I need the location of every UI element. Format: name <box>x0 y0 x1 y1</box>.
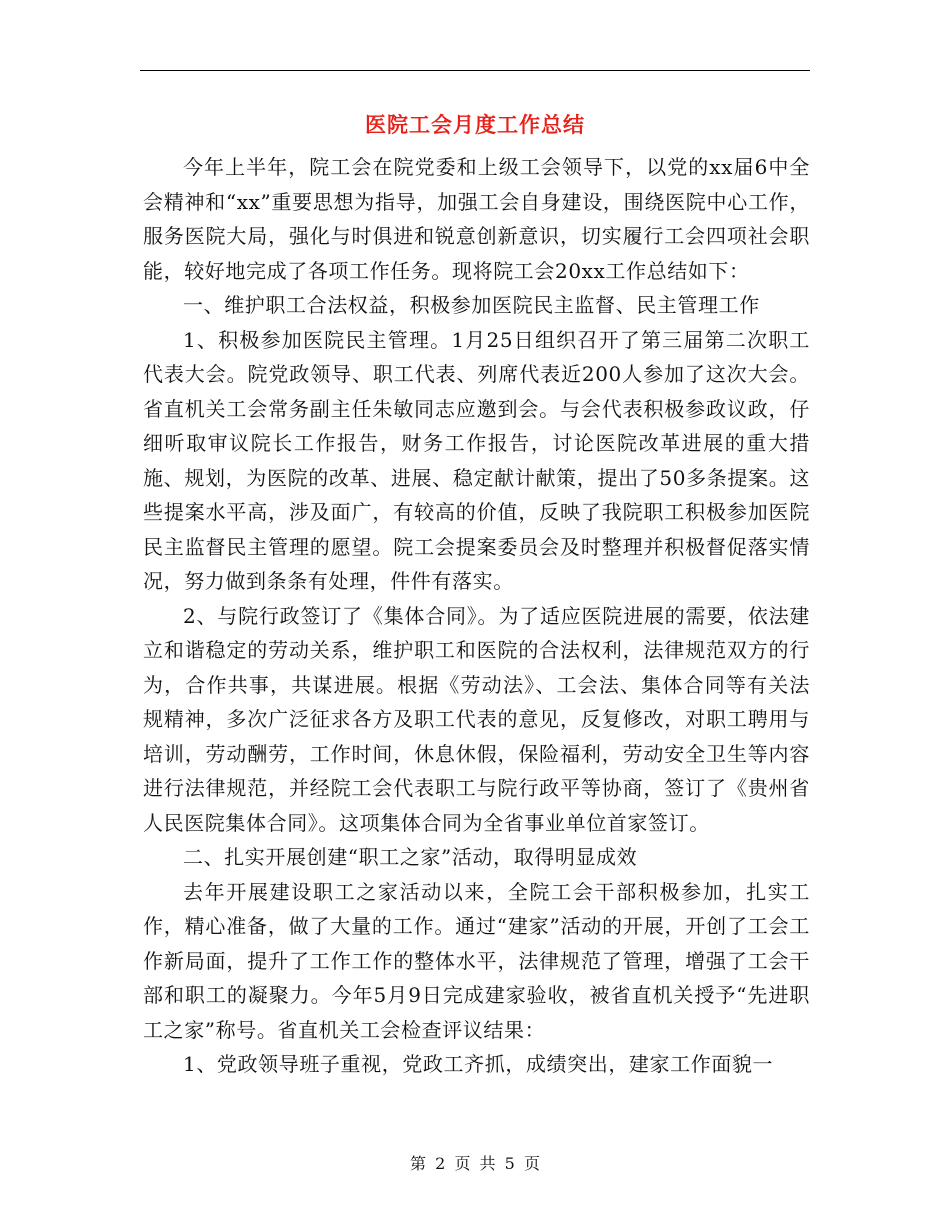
footer-current-page: 2 <box>435 1154 446 1173</box>
footer-page-prefix: 第 <box>410 1154 427 1173</box>
paragraph-collective-contract: 2、与院行政签订了《集体合同》。为了适应医院进展的需要，依法建立和谐稳定的劳动关系，维护职工和医院的合法权利，法律规范双方的行为，合作共事，共谋进展。根据《劳动法》、工会法、集体合同等有关法规精神，多次广泛征求各方及职工代表的意见，反复修改，对职工聘用与培训，劳动酬劳，工作时间，休息休假，保险福利，劳动安全卫生等内容进行法律规范，并经院工会代表职工与院行政平等协商，签订了《贵州省人民医院集体合同》。这项集体合同为全省事业单位首家签订。 <box>143 603 810 835</box>
paragraph-leadership: 1、党政领导班子重视，党政工齐抓，成绩突出，建家工作面貌一 <box>183 1052 774 1076</box>
document-title: 医院工会月度工作总结 <box>365 112 585 137</box>
header-rule <box>140 70 810 71</box>
footer-total-suffix: 页 <box>523 1154 540 1173</box>
paragraph-democratic-management: 1、积极参加医院民主管理。1月25日组织召开了第三届第二次职工代表大会。院党政领导、职工代表、列席代表近200人参加了这次大会。省直机关工会常务副主任朱敏同志应邀到会。与会代表积极参政议政，仔细听取审议院长工作报告，财务工作报告，讨论医院改革进展的重大措施、规划，为医院的改革、进展、稳定献计献策，提出了50多条提案。这些提案水平高，涉及面广，有较高的价值，反映了我院职工积极参加医院民主监督民主管理的愿望。院工会提案委员会及时整理并积极督促落实情况，努力做到条条有处理，件件有落实。 <box>143 327 810 593</box>
section-heading-2: 二、扎实开展创建“职工之家”活动，取得明显成效 <box>183 845 638 869</box>
page-footer <box>0 1152 950 1176</box>
footer-total-prefix: 共 <box>479 1154 496 1173</box>
paragraph-workers-home: 去年开展建设职工之家活动以来，全院工会干部积极参加，扎实工作，精心准备，做了大量的工作。通过“建家”活动的开展，开创了工会工作新局面，提升了工作工作的整体水平，法律规范了管理，增强了工会干部和职工的凝聚力。今年5月9日完成建家验收，被省直机关授予“先进职工之家”称号。省直机关工会检查评议结果： <box>143 879 810 1042</box>
footer-total-pages: 5 <box>504 1154 515 1173</box>
section-heading-1: 一、维护职工合法权益，积极参加医院民主监督、民主管理工作 <box>183 293 760 317</box>
document-body <box>143 150 810 1082</box>
footer-page-suffix: 页 <box>454 1154 471 1173</box>
paragraph-intro: 今年上半年，院工会在院党委和上级工会领导下，以党的xx届6中全会精神和“xx”重要思想为指导，加强工会自身建设，围绕医院中心工作，服务医院大局，强化与时俱进和锐意创新意识，切实履行工会四项社会职能，较好地完成了各项工作任务。现将院工会20xx工作总结如下： <box>143 155 810 283</box>
